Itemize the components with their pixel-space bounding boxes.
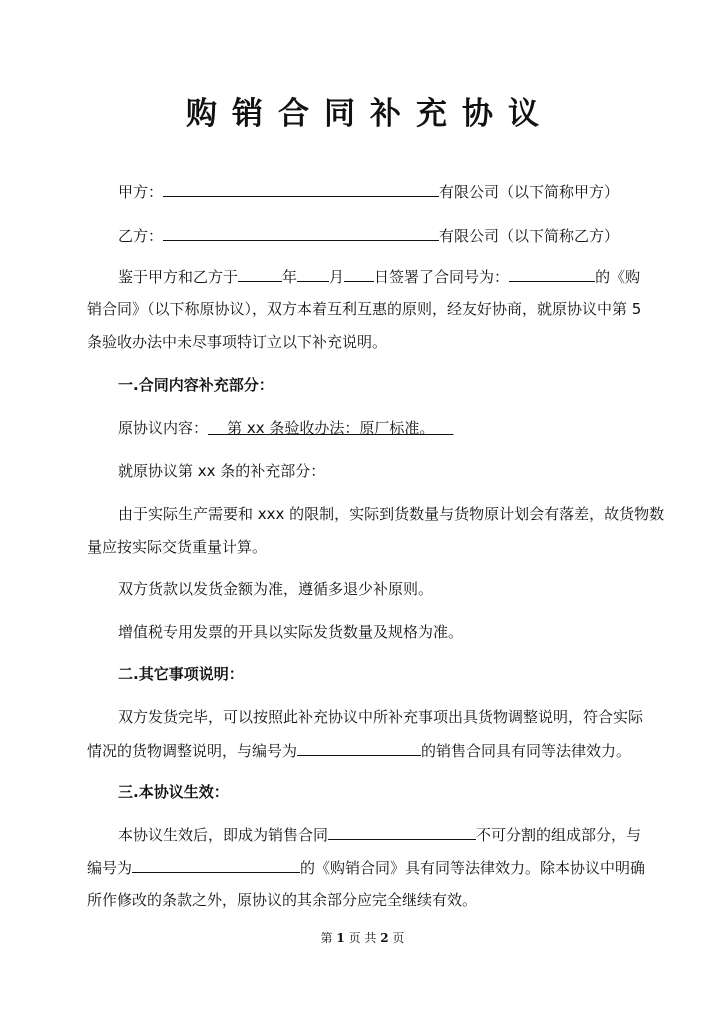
party-a-suffix: 有限公司（以下简称甲方） [439, 183, 620, 201]
footer-total-pages: 2 [380, 931, 389, 945]
section-3-line-3: 所作修改的条款之外，原协议的其余部分应完全继续有效。 [87, 891, 478, 909]
section-1-para-1-line-1: 由于实际生产需要和 xxx 的限制，实际到货数量与货物原计划会有落差，故货物数 [118, 505, 665, 523]
section-3-heading: 三.本协议生效： [118, 783, 229, 801]
section-2-line-1: 双方发货完毕，可以按照此补充协议中所补充事项出具货物调整说明，符合实际 [118, 708, 644, 726]
sales-contract-blank [328, 823, 476, 840]
section-3-line-2-start: 编号为 [87, 859, 133, 877]
intro-text-end: 的《购 [595, 268, 641, 286]
year-label: 年 [282, 268, 298, 286]
footer-current-page: 1 [336, 931, 345, 945]
footer-middle: 页 共 [348, 931, 377, 945]
section-1-para-1-line-2: 量应按实际交货重量计算。 [87, 538, 268, 556]
section-3-line-2-end: 的《购销合同》具有同等法律效力。除本协议中明确 [300, 859, 646, 877]
section-3-line-1 [118, 823, 648, 846]
party-b-blank [163, 224, 439, 241]
day-blank [344, 265, 374, 282]
section-2-line-2-start: 情况的货物调整说明，与编号为 [87, 742, 298, 760]
contract-number-blank [509, 265, 595, 282]
supplement-label: 就原协议第 xx 条的补充部分： [118, 462, 326, 480]
month-blank [297, 265, 329, 282]
original-content-value: 第 xx 条验收办法：原厂标准。 [208, 419, 454, 437]
section-2-heading: 二.其它事项说明： [118, 665, 244, 683]
section-3-line-1-end: 不可分割的组成部分，与 [476, 826, 642, 844]
page-footer [0, 929, 725, 946]
section-2-line-2-end: 的销售合同具有同等法律效力。 [421, 742, 632, 760]
section-2-line-2 [87, 739, 647, 762]
party-a-label: 甲方： [118, 183, 164, 201]
party-b-label: 乙方： [118, 227, 164, 245]
month-label: 月 [329, 268, 345, 286]
section-1-para-3: 增值税专用发票的开具以实际发货数量及规格为准。 [118, 623, 464, 641]
intro-text-start: 鉴于甲方和乙方于 [118, 268, 239, 286]
footer-prefix: 第 [320, 931, 333, 945]
party-b-suffix: 有限公司（以下简称乙方） [439, 227, 620, 245]
contract-number-blank-2 [297, 739, 421, 756]
intro-line-3: 条验收办法中未尽事项特订立以下补充说明。 [87, 333, 388, 351]
intro-line-1 [118, 265, 648, 288]
document-title: 购销合同补充协议 [186, 96, 554, 132]
year-blank [238, 265, 282, 282]
party-b-line [118, 224, 648, 247]
section-1-para-2: 双方货款以发货金额为准，遵循多退少补原则。 [118, 580, 434, 598]
section-3-line-2 [87, 856, 647, 879]
original-content-line [118, 417, 648, 439]
party-a-blank [163, 180, 439, 197]
party-a-line [118, 180, 648, 203]
original-content-label: 原协议内容： [118, 419, 209, 437]
intro-line-2: 销合同》（以下称原协议），双方本着互利互惠的原则，经友好协商，就原协议中第 5 [87, 300, 642, 318]
footer-suffix: 页 [392, 931, 405, 945]
section-1-heading: 一.合同内容补充部分： [118, 376, 274, 394]
section-3-line-1-start: 本协议生效后，即成为销售合同 [118, 826, 329, 844]
day-label: 日签署了合同号为： [374, 268, 510, 286]
number-blank-3 [132, 856, 300, 873]
